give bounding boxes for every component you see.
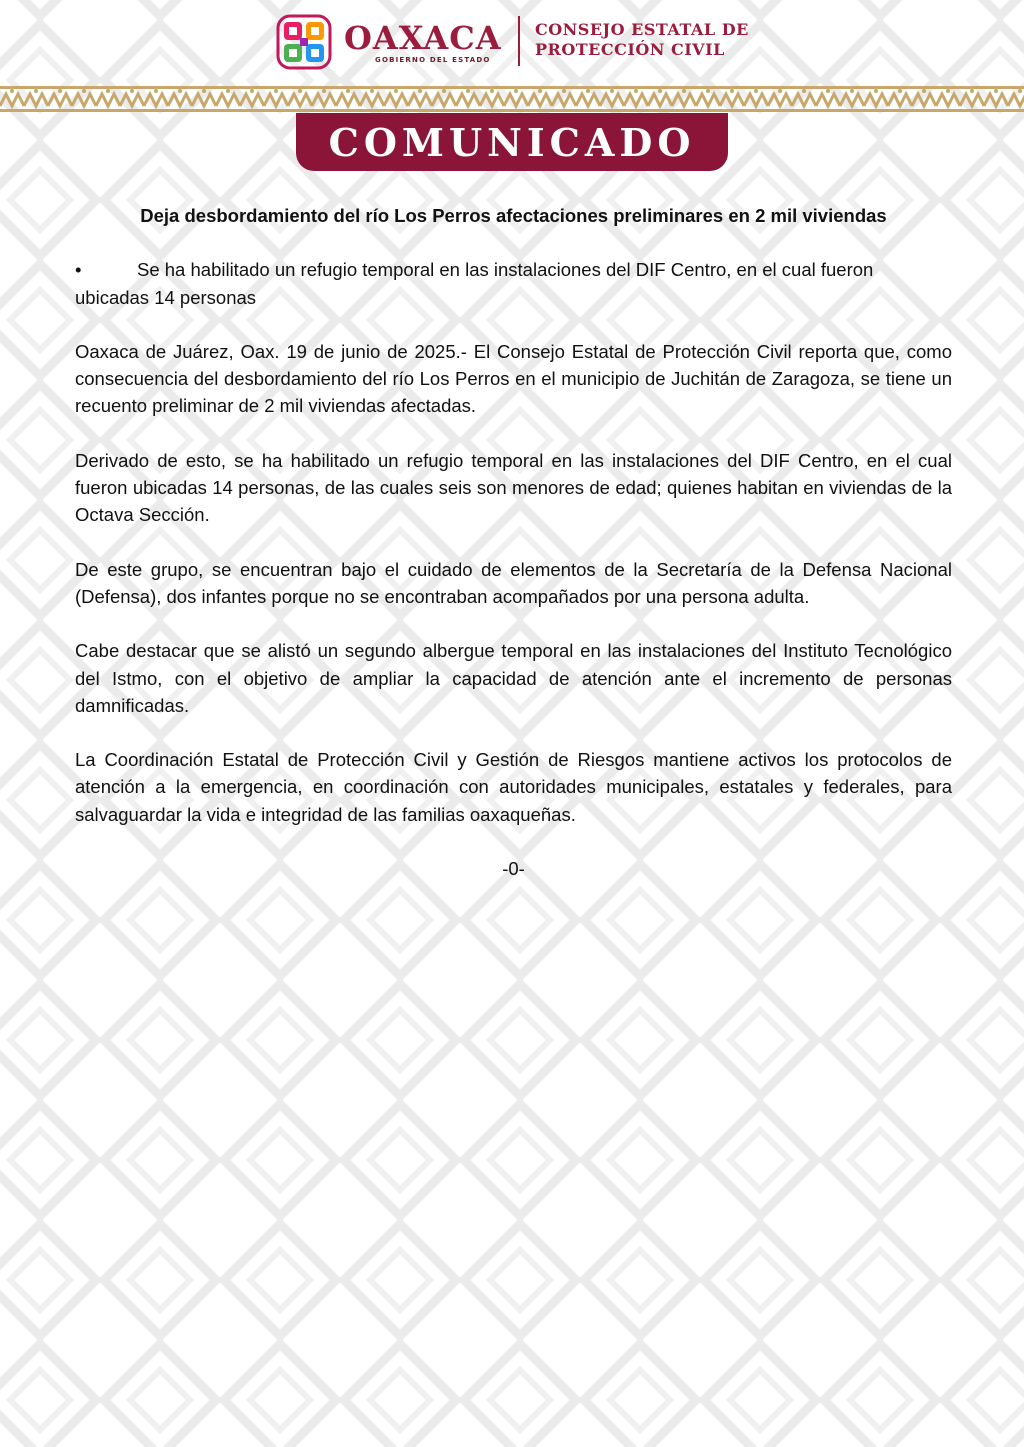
closing-mark: -0- xyxy=(502,858,525,880)
council-name-line1: CONSEJO ESTATAL DE xyxy=(535,20,749,39)
paragraph: Cabe destacar que se alistó un segundo albergue temporal en las instalaciones del Instituto Tecnológico del Istmo, con el objetivo de ampliar la capacidad de atención ante el incremento de personas damnificadas. xyxy=(75,640,952,716)
document-headline: Deja desbordamiento del río Los Perros afectaciones preliminares en 2 mil viviendas xyxy=(140,205,887,226)
oaxaca-glyph-icon xyxy=(276,14,332,70)
bullet-text: Se ha habilitado un refugio temporal en las instalaciones del DIF Centro, en el cual fueron ubicadas 14 personas xyxy=(75,259,874,308)
council-name xyxy=(535,20,749,60)
decorative-ribbon xyxy=(0,86,1024,112)
paragraph: Derivado de esto, se ha habilitado un refugio temporal en las instalaciones del DIF Centro, en el cual fueron ubicadas 14 personas, de las cuales seis son menores de edad; quienes habitan en viviendas de la Octava Sección. xyxy=(75,449,952,526)
paragraph: Oaxaca de Juárez, Oax. 19 de junio de 2025.- El Consejo Estatal de Protección Civil reporta que, como consecuencia del desbordamiento del río Los Perros en el municipio de Juchitán de Zaragoza, se tiene un recuento preliminar de 2 mil viviendas afectadas. xyxy=(75,340,952,417)
summary-bullet xyxy=(75,256,952,311)
brand-name: OAXACA xyxy=(344,19,502,57)
paragraph: De este grupo, se encuentran bajo el cuidado de elementos de la Secretaría de la Defensa Nacional (Defensa), dos infantes porque no se encontraban acompañados por una persona adulta. xyxy=(75,558,952,607)
page-header xyxy=(0,0,1024,80)
council-name-line2: PROTECCIÓN CIVIL xyxy=(535,40,725,59)
bullet-symbol: • xyxy=(75,259,82,281)
paragraph: La Coordinación Estatal de Protección Civil y Gestión de Riesgos mantiene activos los protocolos de atención a la emergencia, en coordinación con autoridades municipales, estatales y federales, para salvaguardar la vida e integridad de las familias oaxaqueñas. xyxy=(75,749,952,825)
document-body xyxy=(75,202,952,882)
brand-subtitle: GOBIERNO DEL ESTADO xyxy=(375,56,491,64)
banner-label: COMUNICADO xyxy=(328,119,696,165)
header-divider xyxy=(518,16,520,66)
communique-banner xyxy=(296,113,728,171)
